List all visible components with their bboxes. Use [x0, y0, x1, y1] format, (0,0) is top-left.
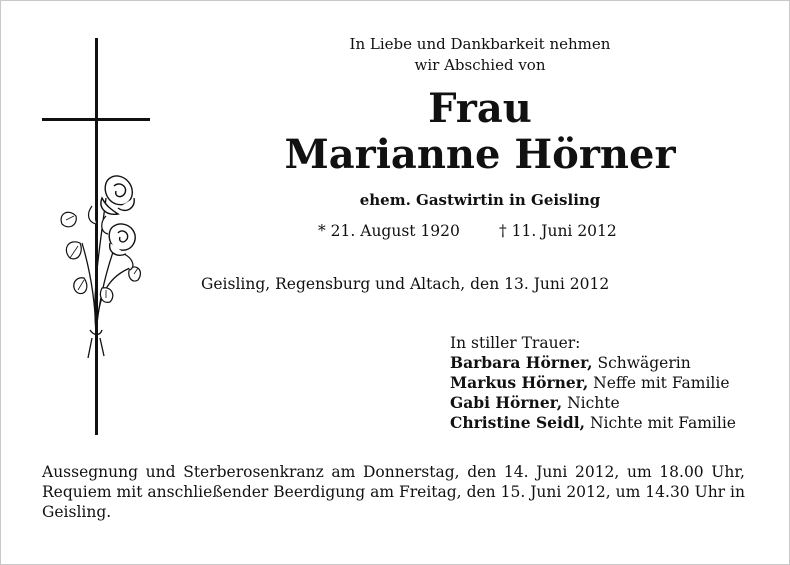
mourners-block	[450, 333, 736, 433]
intro-line-1: In Liebe und Dankbarkeit nehmen	[349, 35, 611, 53]
intro-line-2: wir Abschied von	[414, 56, 546, 74]
mourner-name: Christine Seidl,	[450, 413, 586, 432]
mourner-relation: Schwägerin	[597, 354, 691, 372]
death-date: † 11. Juni 2012	[499, 222, 617, 240]
place-date: Geisling, Regensburg und Altach, den 13. Juni 2012	[201, 275, 610, 293]
mourner-relation: Nichte	[567, 394, 620, 412]
mourner-relation: Neffe mit Familie	[593, 374, 730, 392]
mourner-name: Barbara Hörner,	[450, 353, 593, 372]
mourner-row	[450, 353, 736, 373]
mourner-name: Markus Hörner,	[450, 373, 589, 392]
salutation: Frau	[428, 85, 532, 132]
intro-text	[230, 34, 730, 76]
occupation: ehem. Gastwirtin in Geisling	[359, 191, 601, 209]
cross-with-roses-icon	[40, 38, 160, 438]
deceased-name: Marianne Hörner	[284, 131, 676, 178]
mourner-name: Gabi Hörner,	[450, 393, 563, 412]
birth-date: * 21. August 1920	[318, 222, 460, 240]
mourner-row	[450, 373, 736, 393]
mourner-relation: Nichte mit Familie	[589, 414, 736, 432]
mourner-row	[450, 393, 736, 413]
service-details: Aussegnung und Sterberosenkranz am Donnerstag, den 14. Juni 2012, um 18.00 Uhr, Requiem mit anschließender Beerdigung am Freitag, den 15. Juni 2012, um 14.30 Uhr in Geisling.	[42, 463, 745, 521]
mourners-heading: In stiller Trauer:	[450, 334, 581, 352]
mourner-row	[450, 413, 736, 433]
